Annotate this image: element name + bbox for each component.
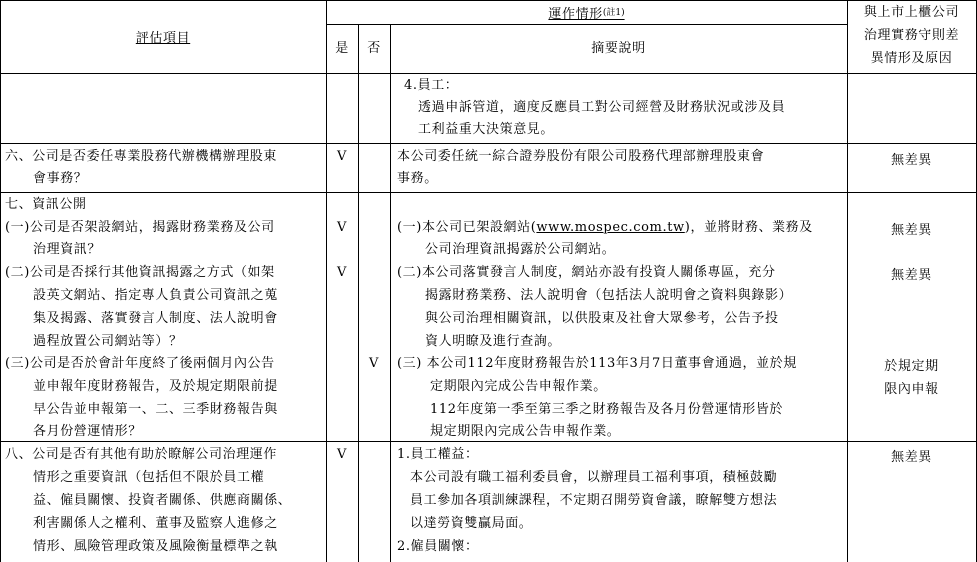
header-status: 運作情形$^{(註1)}$ (548, 7, 625, 22)
row7-q3-no-mark: V (369, 356, 379, 371)
row8-summary-4: 以達勞資雙贏局面。 (410, 516, 533, 531)
rule-row6-bottom (0, 192, 977, 193)
row7-q3-4: 各月份營運情形？ (33, 424, 142, 439)
rule-row7-bottom (0, 441, 977, 442)
row7-s3-1: (三) 本公司112年度財務報告於113年3月7日董事會通過，並於規 (397, 356, 797, 371)
row8-summary-3: 員工參加各項訓練課程，不定期召開勞資會議，瞭解雙方想法 (410, 493, 778, 508)
row8-summary-1: 1.員工權益： (397, 447, 479, 462)
row7-q2-3: 集及揭露、落實發言人制度、法人說明會 (33, 311, 278, 326)
row7-s2-2: 揭露財務業務、法人說明會（包括法人說明會之資料與錄影） (425, 288, 793, 303)
header-diff-3: 異情形及原因 (870, 51, 953, 66)
row7-s3-4: 規定期限內完成公告申報作業。 (430, 424, 621, 439)
row0-summary-1: 4.員工： (404, 78, 459, 93)
row7-diff-3a: 於規定期 (884, 359, 939, 374)
website-link[interactable]: www.mospec.com.tw (536, 220, 685, 235)
header-summary: 摘要說明 (591, 41, 646, 56)
row0-summary-3: 工利益重大決策意見。 (418, 122, 555, 137)
row7-q1-1: (一)公司是否架設網站，揭露財務業務及公司 (5, 220, 275, 235)
row6-item-1: 六、公司是否委任專業股務代辦機構辦理股東 (5, 149, 278, 164)
header-diff-2: 治理實務守則差 (863, 28, 960, 43)
header-no: 否 (367, 41, 381, 56)
row7-s2-3: 與公司治理相關資訊，以供股東及社會大眾參考，公告予投 (425, 311, 779, 326)
rule-top (0, 0, 977, 1)
row8-item-1: 八、公司是否有其他有助於瞭解公司治理運作 (5, 447, 278, 462)
row6-item-2: 會事務？ (33, 171, 88, 186)
row6-summary-1: 本公司委任統一綜合證券股份有限公司股務代理部辦理股東會 (397, 149, 765, 164)
rule-row0-bottom (0, 143, 977, 144)
row8-summary-2: 本公司設有職工福利委員會，以辦理員工福利事項，積極鼓勵 (410, 470, 778, 485)
rule-subheader (326, 24, 847, 25)
rule-col3 (390, 24, 391, 562)
row7-s1-2: 公司治理資訊揭露於公司網站。 (425, 242, 616, 257)
rule-col2 (358, 24, 359, 562)
row8-item-3: 益、僱員關懷、投資者關係、供應商關係、 (33, 493, 292, 508)
row7-s1-1: (一)本公司已架設網站(www.mospec.com.tw)，並將財務、業務及 (397, 220, 813, 235)
header-diff-1: 與上市上櫃公司 (863, 5, 960, 20)
row7-diff-1: 無差異 (891, 223, 932, 238)
row7-q1-2: 治理資訊？ (33, 242, 102, 257)
row7-q2-2: 設英文網站、指定專人負責公司資訊之蒐 (33, 288, 278, 303)
row7-q2-yes-mark: V (337, 265, 347, 280)
row7-diff-3b: 限內申報 (884, 382, 939, 397)
row7-q3-1: (三)公司是否於會計年度終了後兩個月內公告 (5, 356, 275, 371)
header-yes: 是 (335, 41, 349, 56)
row6-summary-2: 事務。 (397, 171, 438, 186)
row7-s2-1: (二)本公司落實發言人制度，網站亦設有投資人關係專區，充分 (397, 265, 776, 280)
header-item: 評估項目 (135, 31, 191, 46)
row8-diff: 無差異 (891, 450, 932, 465)
row7-s3-3: 112年度第一季至第三季之財務報告及各月份營運情形皆於 (430, 402, 784, 417)
row7-s2-4: 資人明瞭及進行查詢。 (425, 334, 562, 349)
row7-title: 七、資訊公開 (5, 197, 87, 212)
row6-diff: 無差異 (891, 153, 932, 168)
row7-q3-2: 並申報年度財務報告，及於規定期限前提 (33, 379, 278, 394)
row7-s3-2: 定期限內完成公告申報作業。 (430, 379, 607, 394)
row8-yes-mark: V (337, 447, 347, 462)
row7-q1-yes-mark: V (337, 220, 347, 235)
row7-diff-2: 無差異 (891, 268, 932, 283)
row6-yes-mark: V (337, 149, 347, 164)
row8-item-2: 情形之重要資訊（包括但不限於員工權 (33, 470, 265, 485)
row7-q3-3: 早公告並申報第一、二、三季財務報告與 (33, 402, 278, 417)
rule-left (0, 0, 1, 562)
row8-item-5: 情形、風險管理政策及風險衡量標準之執 (33, 539, 278, 554)
row8-summary-5: 2.僱員關懷： (397, 539, 479, 554)
row7-q2-4: 過程放置公司網站等）？ (33, 334, 183, 349)
row8-item-4: 利害關係人之權利、董事及監察人進修之 (33, 516, 278, 531)
row7-q2-1: (二)公司是否採行其他資訊揭露之方式（如架 (5, 265, 275, 280)
row0-summary-2: 透過申訴管道，適度反應員工對公司經營及財務狀況或涉及員 (418, 100, 786, 115)
rule-header-bottom (0, 73, 977, 74)
